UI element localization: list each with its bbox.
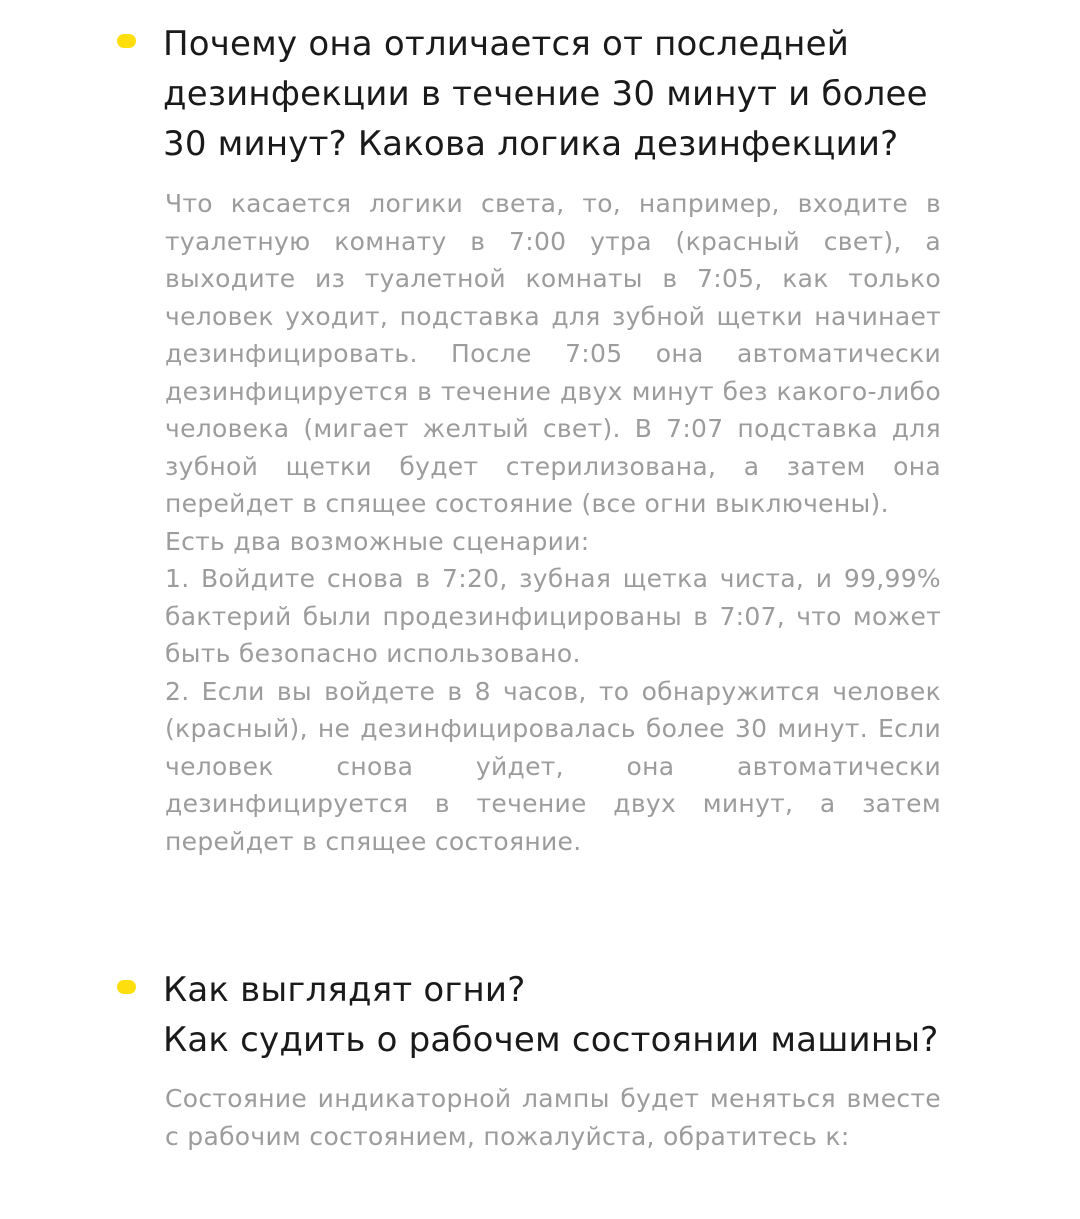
question-line: 30 минут? Какова логика дезинфекции? [163,124,899,164]
answer-paragraph: Есть два возможные сценарии: [165,526,590,556]
question-line: Почему она отличается от последней [163,24,850,64]
faq-answer [165,185,941,860]
answer-paragraph: Что касается логики света, то, например, входите в туалетную комнату в 7:00 утра (красный свет), а выходите из туалетной комнаты в 7:05, как только человек уходит, подставка для зубной щетки начинает дезинфицировать. После 7:05 она автоматически дезинфицируется в течение двух минут без какого-либо человека (мигает желтый свет). В 7:07 подставка для зубной щетки будет стерилизована, а затем она перейдет в спящее состояние (все огни выключены). [165,189,941,518]
answer-paragraph: 2. Если вы войдете в 8 часов, то обнаружится человек (красный), не дезинфицировалась более 30 минут. Если человек снова уйдет, она автоматически дезинфицируется в течение двух минут, а затем перейдет в спящее состояние. [165,676,941,856]
answer-paragraph: 1. Войдите снова в 7:20, зубная щетка чиста, и 99,99% бактерий были продезинфицированы в 7:07, что может быть безопасно использовано. [165,564,941,668]
question-line: Как выглядят огни? [163,970,526,1010]
question-line: дезинфекции в течение 30 минут и более [163,74,928,114]
answer-paragraph: Состояние индикаторной лампы будет меняться вместе с рабочим состоянием, пожалуйста, обратитесь к: [165,1084,941,1151]
faq-question [163,965,963,1065]
faq-answer [165,1080,941,1155]
bullet-icon [117,34,136,48]
bullet-icon [117,980,136,994]
question-line: Как судить о рабочем состоянии машины? [163,1020,939,1060]
faq-question [163,19,963,169]
